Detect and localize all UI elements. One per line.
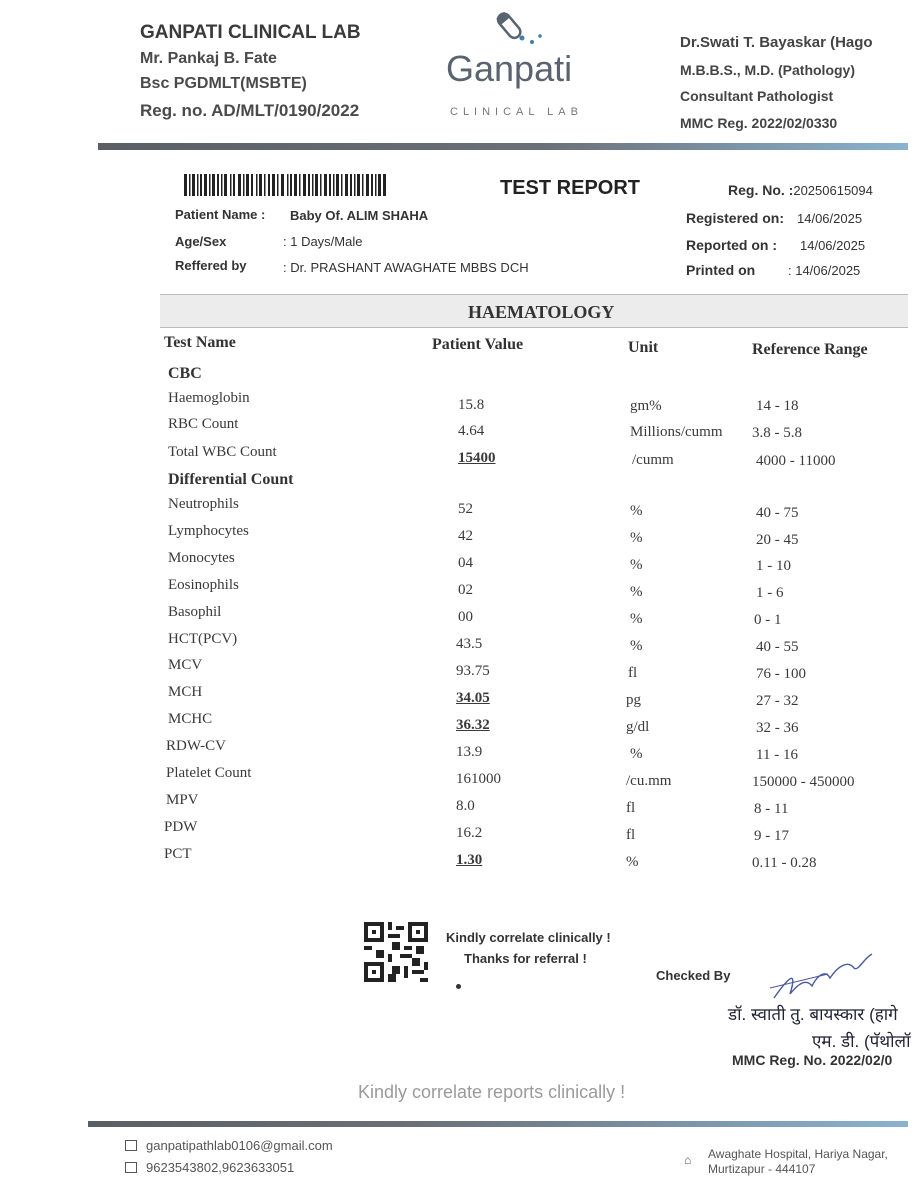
logo-wordmark: Ganpati [446, 48, 573, 89]
col-header-patient-value: Patient Value [432, 336, 524, 353]
test-name: Eosinophils [168, 577, 239, 593]
unit: fl [628, 665, 638, 681]
lab-reg-no: Reg. no. AD/MLT/0190/2022 [140, 101, 360, 120]
reference-range: 40 - 55 [756, 639, 799, 655]
unit: % [626, 854, 639, 870]
col-header-reference-range: Reference Range [752, 341, 868, 358]
barcode-icon [184, 174, 386, 196]
unit: % [630, 530, 643, 546]
patient-value: 93.75 [456, 663, 490, 679]
unit: fl [626, 800, 636, 816]
phone-icon [125, 1162, 137, 1173]
unit: Millions/cumm [630, 424, 723, 440]
unit: % [630, 584, 643, 600]
patient-value: 1.30 [456, 852, 483, 868]
patient-value: 42 [458, 528, 473, 544]
lab-qualification: Bsc PGDMLT(MSBTE) [140, 75, 307, 92]
checked-by-label: Checked By [656, 968, 731, 983]
patient-value: 04 [458, 555, 473, 571]
age-sex-value: : 1 Days/Male [283, 234, 363, 249]
reference-range: 14 - 18 [756, 398, 799, 414]
test-name: RBC Count [168, 416, 239, 432]
patient-value: 36.32 [456, 717, 490, 733]
patient-value: 34.05 [456, 690, 490, 706]
patient-value: 52 [458, 501, 473, 517]
unit: % [630, 557, 643, 573]
test-name: Total WBC Count [168, 444, 277, 460]
home-icon: ⌂ [684, 1153, 692, 1167]
patient-value: 00 [458, 609, 473, 625]
footer-note: Kindly correlate reports clinically ! [358, 1082, 626, 1102]
address-line-1: Awaghate Hospital, Hariya Nagar, [708, 1147, 888, 1161]
report-title: TEST REPORT [500, 177, 641, 199]
lab-name: GANPATI CLINICAL LAB [140, 22, 361, 43]
patient-value: 43.5 [456, 636, 483, 652]
printed-on-value: : 14/06/2025 [788, 263, 861, 278]
unit: % [630, 611, 643, 627]
lab-owner: Mr. Pankaj B. Fate [140, 50, 277, 67]
patient-value: 13.9 [456, 744, 483, 760]
group-cbc: CBC [168, 365, 202, 382]
reference-range: 0 - 1 [754, 612, 782, 628]
reference-range: 8 - 11 [754, 801, 789, 817]
test-name: RDW-CV [166, 738, 226, 754]
reported-on-value: 14/06/2025 [800, 238, 866, 253]
email-icon [125, 1140, 137, 1151]
unit: g/dl [626, 719, 650, 735]
reference-range: 20 - 45 [756, 532, 799, 548]
footer-divider [88, 1121, 908, 1127]
test-name: Monocytes [168, 550, 235, 566]
logo-subtitle: CLINICAL LAB [450, 106, 583, 118]
test-name: Neutrophils [168, 496, 239, 512]
test-name: Platelet Count [166, 765, 252, 781]
section-title: HAEMATOLOGY [468, 302, 615, 322]
referred-by-value: : Dr. PRASHANT AWAGHATE MBBS DCH [283, 260, 529, 275]
reference-range: 11 - 16 [756, 747, 798, 763]
col-header-unit: Unit [628, 339, 659, 356]
patient-value: 8.0 [456, 798, 475, 814]
reference-range: 76 - 100 [756, 666, 806, 682]
reference-range: 1 - 6 [756, 585, 784, 601]
patient-value: 4.64 [458, 423, 485, 439]
unit: gm% [630, 398, 662, 414]
unit: /cu.mm [626, 773, 672, 789]
test-name: Basophil [168, 604, 222, 620]
logo-test-tube-icon [492, 6, 552, 52]
contact-email: ganpatipathlab0106@gmail.com [146, 1138, 333, 1153]
test-name: MCHC [168, 711, 213, 727]
registered-on-label: Registered on: [686, 210, 785, 226]
qr-code-icon [364, 922, 428, 982]
doctor-role: Consultant Pathologist [680, 88, 834, 104]
reg-no-value: 20250615094 [793, 183, 873, 198]
signature-icon [768, 948, 878, 1008]
thanks-note: Thanks for referral ! [464, 951, 587, 966]
reg-no [728, 182, 873, 200]
unit: % [630, 638, 643, 654]
reference-range: 9 - 17 [754, 828, 789, 844]
patient-value: 15.8 [458, 397, 485, 413]
test-name: PCT [164, 846, 192, 862]
test-name: MCH [168, 684, 203, 700]
patient-name-label: Patient Name : [175, 207, 266, 222]
test-name: MCV [168, 657, 203, 673]
dot-mark [456, 984, 461, 989]
test-name: Haemoglobin [168, 390, 250, 406]
reference-range: 1 - 10 [756, 558, 791, 574]
patient-name-value: Baby Of. ALIM SHAHA [290, 208, 429, 223]
referred-by-label: Reffered by [175, 258, 247, 273]
header-divider [98, 143, 908, 150]
reference-range: 40 - 75 [756, 505, 799, 521]
group-differential-count: Differential Count [168, 471, 294, 488]
unit: % [630, 746, 643, 762]
test-name: PDW [164, 819, 198, 835]
test-name: Lymphocytes [168, 523, 249, 539]
age-sex-label: Age/Sex [175, 234, 227, 249]
unit: fl [626, 827, 636, 843]
test-name: HCT(PCV) [168, 631, 238, 647]
col-header-test-name: Test Name [164, 334, 236, 351]
patient-value: 161000 [456, 771, 501, 787]
patient-value: 16.2 [456, 825, 483, 841]
signatory-name: डॉ. स्वाती तु. बायस्कार (हागे [728, 1005, 898, 1024]
signatory-mmc-reg: MMC Reg. No. 2022/02/0 [732, 1052, 893, 1068]
unit: % [630, 503, 643, 519]
signatory-degree: एम. डी. (पॅथोलॉ [812, 1032, 911, 1051]
reference-range: 4000 - 11000 [756, 453, 836, 469]
doctor-degree: M.B.B.S., M.D. (Pathology) [680, 62, 855, 78]
unit: /cumm [632, 452, 674, 468]
reference-range: 27 - 32 [756, 693, 799, 709]
printed-on-label: Printed on [686, 262, 756, 278]
reg-no-label: Reg. No. : [728, 182, 794, 198]
address-line-2: Murtizapur - 444107 [708, 1162, 816, 1176]
reported-on-label: Reported on : [686, 237, 777, 253]
registered-on-value: 14/06/2025 [797, 211, 863, 226]
reference-range: 0.11 - 0.28 [752, 855, 817, 871]
patient-value: 02 [458, 582, 473, 598]
reference-range: 150000 - 450000 [752, 774, 855, 790]
patient-value: 15400 [458, 450, 496, 466]
reference-range: 32 - 36 [756, 720, 799, 736]
correlate-note: Kindly correlate clinically ! [446, 930, 611, 945]
reference-range: 3.8 - 5.8 [752, 425, 802, 441]
doctor-name: Dr.Swati T. Bayaskar (Hago [680, 34, 873, 51]
unit: pg [626, 692, 641, 708]
test-name: MPV [166, 792, 199, 808]
contact-phone: 9623543802,9623633051 [146, 1160, 295, 1175]
doctor-reg: MMC Reg. 2022/02/0330 [680, 115, 838, 131]
